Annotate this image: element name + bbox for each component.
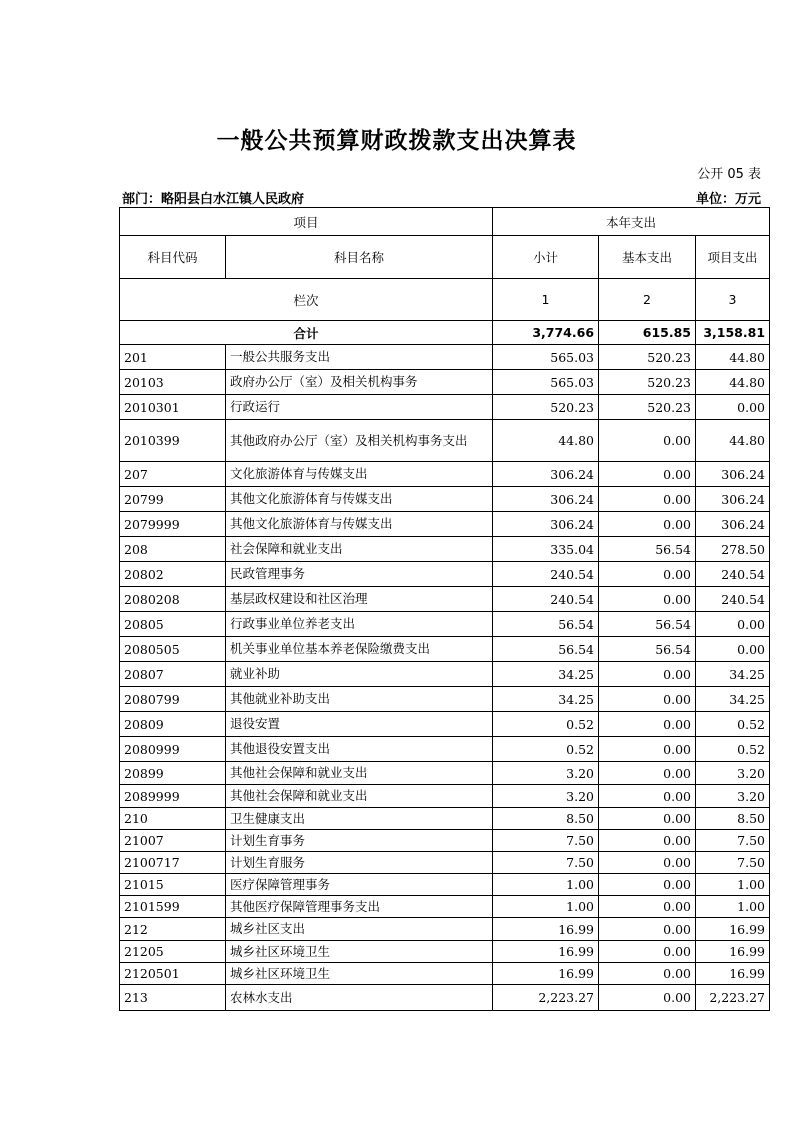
subject-code: 20103 — [120, 370, 226, 395]
basic-expense-value: 0.00 — [599, 487, 696, 512]
subject-name: 行政事业单位养老支出 — [226, 612, 493, 637]
subject-name: 社会保障和就业支出 — [226, 537, 493, 562]
project-expense-value: 8.50 — [696, 808, 770, 830]
basic-expense-value: 0.00 — [599, 852, 696, 874]
subject-name: 一般公共服务支出 — [226, 345, 493, 370]
project-expense-value: 2,223.27 — [696, 985, 770, 1011]
table-row — [120, 712, 770, 737]
basic-expense-value: 0.00 — [599, 941, 696, 963]
basic-expense-value: 520.23 — [599, 370, 696, 395]
total-row — [120, 321, 770, 345]
subtotal-value: 56.54 — [493, 612, 599, 637]
basic-expense-value: 0.00 — [599, 874, 696, 896]
project-expense-value: 16.99 — [696, 963, 770, 985]
column-label: 栏次 — [120, 279, 493, 321]
project-expense-value: 16.99 — [696, 941, 770, 963]
basic-expense-value: 0.00 — [599, 662, 696, 687]
unit-label: 单位：万元 — [695, 192, 761, 207]
table-row — [120, 345, 770, 370]
subject-code: 20807 — [120, 662, 226, 687]
subject-code: 2010399 — [120, 420, 226, 462]
table-row — [120, 587, 770, 612]
project-expense-value: 7.50 — [696, 852, 770, 874]
subject-code: 2079999 — [120, 512, 226, 537]
subject-code: 2080208 — [120, 587, 226, 612]
subtotal-value: 16.99 — [493, 941, 599, 963]
subject-name: 行政运行 — [226, 395, 493, 420]
basic-expense-value: 0.00 — [599, 808, 696, 830]
basic-expense-value: 0.00 — [599, 896, 696, 918]
header-row-2 — [120, 236, 770, 279]
table-row — [120, 512, 770, 537]
subject-name: 城乡社区支出 — [226, 918, 493, 941]
column-number-3: 3 — [696, 279, 770, 321]
project-expense-value: 1.00 — [696, 874, 770, 896]
subject-code: 2010301 — [120, 395, 226, 420]
subject-code: 2101599 — [120, 896, 226, 918]
subtotal-value: 34.25 — [493, 662, 599, 687]
project-expense-value: 0.00 — [696, 637, 770, 662]
basic-expense-value: 0.00 — [599, 462, 696, 487]
basic-expense-value: 0.00 — [599, 562, 696, 587]
subtotal-value: 34.25 — [493, 687, 599, 712]
basic-expense-value: 56.54 — [599, 612, 696, 637]
project-expense-value: 306.24 — [696, 462, 770, 487]
basic-expense-value: 0.00 — [599, 512, 696, 537]
basic-expense-value: 520.23 — [599, 395, 696, 420]
subject-code: 210 — [120, 808, 226, 830]
total-subtotal: 3,774.66 — [493, 321, 599, 345]
subject-code: 20799 — [120, 487, 226, 512]
subject-name: 农林水支出 — [226, 985, 493, 1011]
subject-code: 21007 — [120, 830, 226, 852]
table-row — [120, 830, 770, 852]
subject-name: 基层政权建设和社区治理 — [226, 587, 493, 612]
basic-expense-value: 520.23 — [599, 345, 696, 370]
subject-name: 其他社会保障和就业支出 — [226, 762, 493, 785]
subtotal-value: 1.00 — [493, 874, 599, 896]
project-expense-value: 0.00 — [696, 612, 770, 637]
subject-name: 城乡社区环境卫生 — [226, 941, 493, 963]
subject-code: 201 — [120, 345, 226, 370]
subtotal-value: 520.23 — [493, 395, 599, 420]
table-row — [120, 562, 770, 587]
subtotal-value: 0.52 — [493, 737, 599, 762]
subject-name: 机关事业单位基本养老保险缴费支出 — [226, 637, 493, 662]
basic-expense-value: 0.00 — [599, 918, 696, 941]
project-expense-value: 3.20 — [696, 762, 770, 785]
page-title: 一般公共预算财政拨款支出决算表 — [216, 128, 577, 154]
subject-code: 20899 — [120, 762, 226, 785]
basic-expense-value: 0.00 — [599, 985, 696, 1011]
table-row — [120, 662, 770, 687]
subtotal-value: 7.50 — [493, 852, 599, 874]
subject-code: 213 — [120, 985, 226, 1011]
table-row — [120, 370, 770, 395]
subtotal-value: 565.03 — [493, 370, 599, 395]
table-row — [120, 395, 770, 420]
subject-name: 城乡社区环境卫生 — [226, 963, 493, 985]
subject-name: 医疗保障管理事务 — [226, 874, 493, 896]
subtotal-value: 7.50 — [493, 830, 599, 852]
header-name: 科目名称 — [226, 236, 493, 279]
subject-name: 其他就业补助支出 — [226, 687, 493, 712]
subject-name: 其他医疗保障管理事务支出 — [226, 896, 493, 918]
project-expense-value: 7.50 — [696, 830, 770, 852]
subtotal-value: 44.80 — [493, 420, 599, 462]
total-basic: 615.85 — [599, 321, 696, 345]
subtotal-value: 306.24 — [493, 462, 599, 487]
subtotal-value: 240.54 — [493, 562, 599, 587]
subject-name: 卫生健康支出 — [226, 808, 493, 830]
subject-name: 政府办公厅（室）及相关机构事务 — [226, 370, 493, 395]
subtotal-value: 565.03 — [493, 345, 599, 370]
project-expense-value: 44.80 — [696, 420, 770, 462]
basic-expense-value: 0.00 — [599, 963, 696, 985]
table-row — [120, 637, 770, 662]
subtotal-value: 0.52 — [493, 712, 599, 737]
total-label: 合计 — [120, 321, 493, 345]
table-row — [120, 487, 770, 512]
subject-name: 其他文化旅游体育与传媒支出 — [226, 487, 493, 512]
column-number-1: 1 — [493, 279, 599, 321]
table-row — [120, 985, 770, 1011]
project-expense-value: 306.24 — [696, 487, 770, 512]
project-expense-value: 34.25 — [696, 662, 770, 687]
subject-code: 2080999 — [120, 737, 226, 762]
header-project: 项目支出 — [696, 236, 770, 279]
subject-code: 212 — [120, 918, 226, 941]
subject-code: 20809 — [120, 712, 226, 737]
subject-code: 207 — [120, 462, 226, 487]
basic-expense-value: 0.00 — [599, 785, 696, 808]
header-basic: 基本支出 — [599, 236, 696, 279]
table-row — [120, 785, 770, 808]
project-expense-value: 306.24 — [696, 512, 770, 537]
header-item: 项目 — [120, 208, 493, 236]
project-expense-value: 3.20 — [696, 785, 770, 808]
subtotal-value: 3.20 — [493, 785, 599, 808]
project-expense-value: 0.52 — [696, 737, 770, 762]
subtotal-value: 16.99 — [493, 963, 599, 985]
header-code: 科目代码 — [120, 236, 226, 279]
project-expense-value: 240.54 — [696, 562, 770, 587]
subject-code: 20802 — [120, 562, 226, 587]
expenditure-table — [119, 207, 770, 1011]
basic-expense-value: 0.00 — [599, 712, 696, 737]
subject-code: 2080799 — [120, 687, 226, 712]
table-row — [120, 808, 770, 830]
project-expense-value: 0.00 — [696, 395, 770, 420]
subtotal-value: 16.99 — [493, 918, 599, 941]
project-expense-value: 0.52 — [696, 712, 770, 737]
table-row — [120, 420, 770, 462]
subtotal-value: 306.24 — [493, 512, 599, 537]
subtotal-value: 1.00 — [493, 896, 599, 918]
subject-name: 其他退役安置支出 — [226, 737, 493, 762]
project-expense-value: 34.25 — [696, 687, 770, 712]
basic-expense-value: 0.00 — [599, 420, 696, 462]
subject-code: 21205 — [120, 941, 226, 963]
table-row — [120, 941, 770, 963]
table-row — [120, 737, 770, 762]
project-expense-value: 240.54 — [696, 587, 770, 612]
subject-code: 2100717 — [120, 852, 226, 874]
subtotal-value: 8.50 — [493, 808, 599, 830]
basic-expense-value: 0.00 — [599, 587, 696, 612]
subject-name: 计划生育事务 — [226, 830, 493, 852]
subject-code: 21015 — [120, 874, 226, 896]
table-row — [120, 896, 770, 918]
subject-code: 2089999 — [120, 785, 226, 808]
subtotal-value: 240.54 — [493, 587, 599, 612]
subtotal-value: 56.54 — [493, 637, 599, 662]
basic-expense-value: 0.00 — [599, 762, 696, 785]
project-expense-value: 278.50 — [696, 537, 770, 562]
subtotal-value: 335.04 — [493, 537, 599, 562]
table-row — [120, 963, 770, 985]
total-project: 3,158.81 — [696, 321, 770, 345]
project-expense-value: 16.99 — [696, 918, 770, 941]
subject-code: 2120501 — [120, 963, 226, 985]
basic-expense-value: 0.00 — [599, 737, 696, 762]
basic-expense-value: 56.54 — [599, 637, 696, 662]
form-number: 公开 05 表 — [697, 167, 761, 182]
subject-name: 退役安置 — [226, 712, 493, 737]
subject-name: 其他社会保障和就业支出 — [226, 785, 493, 808]
table-row — [120, 612, 770, 637]
column-number-2: 2 — [599, 279, 696, 321]
header-subtotal: 小计 — [493, 236, 599, 279]
subject-code: 2080505 — [120, 637, 226, 662]
subject-name: 就业补助 — [226, 662, 493, 687]
project-expense-value: 44.80 — [696, 345, 770, 370]
department-label: 部门：略阳县白水江镇人民政府 — [122, 192, 305, 207]
subtotal-value: 306.24 — [493, 487, 599, 512]
table-row — [120, 852, 770, 874]
column-number-row — [120, 279, 770, 321]
basic-expense-value: 0.00 — [599, 687, 696, 712]
subject-name: 计划生育服务 — [226, 852, 493, 874]
subject-code: 20805 — [120, 612, 226, 637]
subject-name: 文化旅游体育与传媒支出 — [226, 462, 493, 487]
subtotal-value: 2,223.27 — [493, 985, 599, 1011]
table-row — [120, 537, 770, 562]
subject-name: 其他政府办公厅（室）及相关机构事务支出 — [226, 420, 493, 462]
table-row — [120, 762, 770, 785]
table-row — [120, 687, 770, 712]
table-row — [120, 918, 770, 941]
project-expense-value: 44.80 — [696, 370, 770, 395]
basic-expense-value: 0.00 — [599, 830, 696, 852]
header-current-year: 本年支出 — [493, 208, 770, 236]
basic-expense-value: 56.54 — [599, 537, 696, 562]
table-row — [120, 874, 770, 896]
project-expense-value: 1.00 — [696, 896, 770, 918]
subject-name: 民政管理事务 — [226, 562, 493, 587]
subtotal-value: 3.20 — [493, 762, 599, 785]
table-row — [120, 462, 770, 487]
header-row-1 — [120, 208, 770, 236]
subject-code: 208 — [120, 537, 226, 562]
subject-name: 其他文化旅游体育与传媒支出 — [226, 512, 493, 537]
